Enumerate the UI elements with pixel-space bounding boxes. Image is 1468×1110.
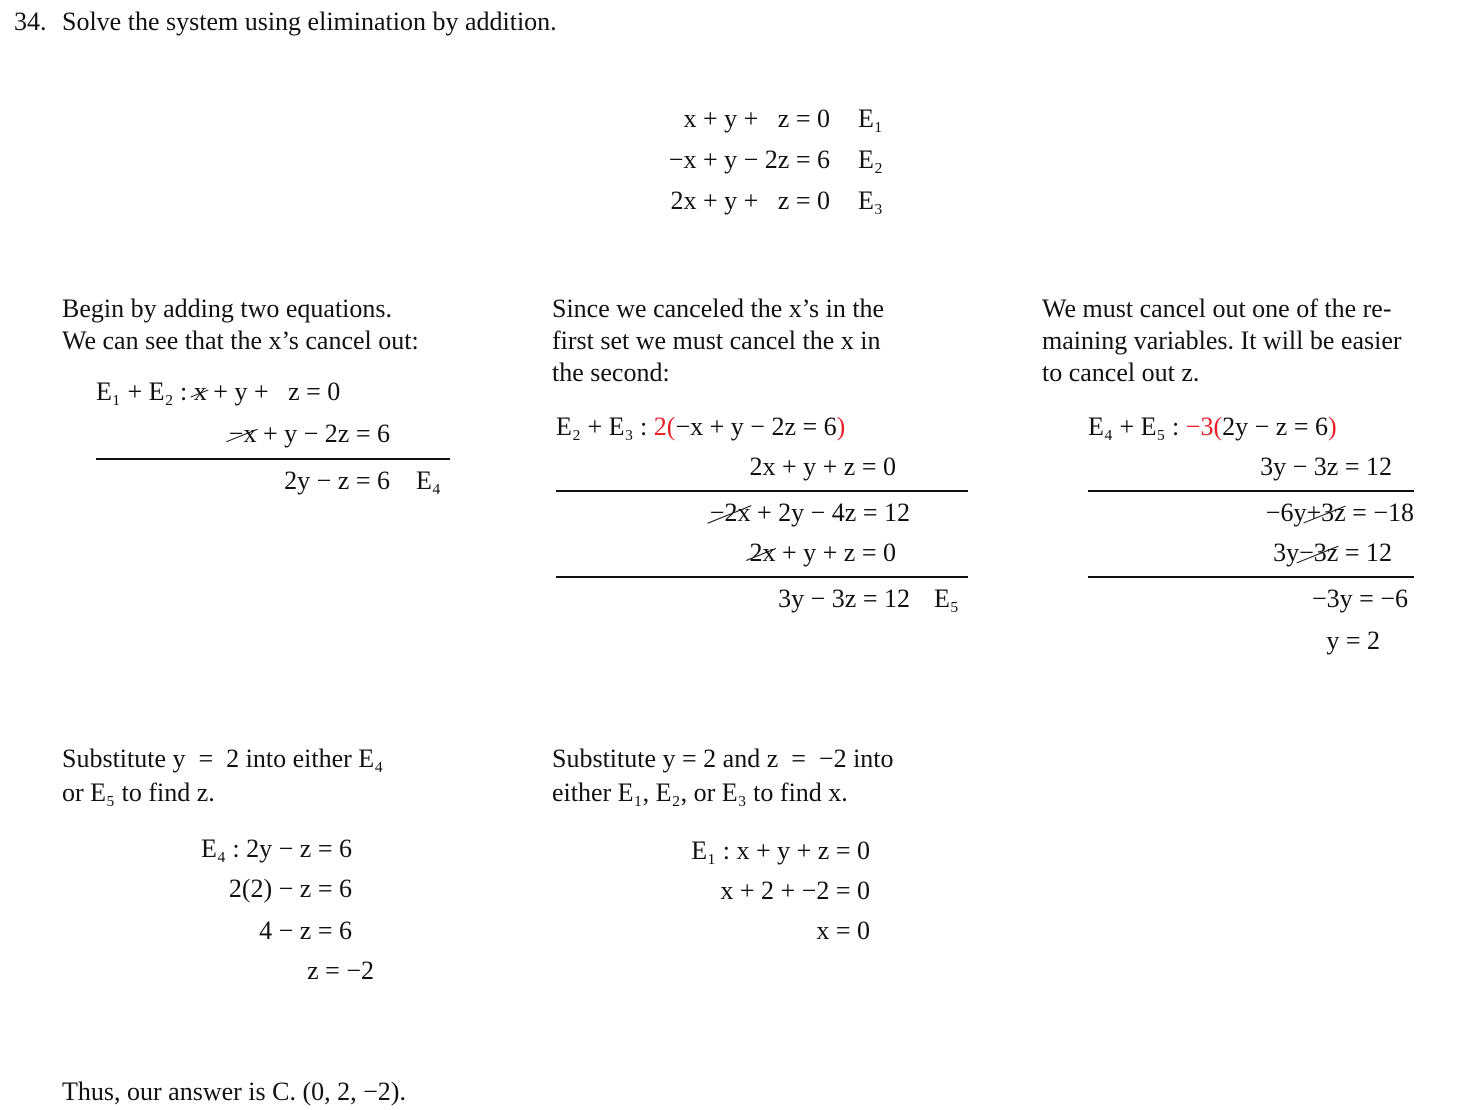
equation-rest: = −18 (1345, 498, 1414, 527)
equation-line (96, 376, 340, 408)
multiplier: −3( (1185, 412, 1223, 441)
equation-prefix: E₄ + E₅ : (1088, 412, 1186, 441)
equation-e1: x + y + z = 0 (683, 104, 830, 133)
sum-rule (556, 490, 968, 492)
equation-e2: −x + y − 2z = 6 (668, 145, 830, 174)
result-equation: 2y − z = 6 (284, 466, 390, 495)
cancelled-term: x (193, 377, 207, 406)
cancelled-term: −3z (1299, 538, 1339, 567)
multiplier-close: ) (836, 412, 846, 441)
solution-y: y = 2 (1326, 626, 1380, 655)
explanation-text: maining variables. It will be easier (1042, 326, 1402, 355)
explanation-text: Since we canceled the x’s in the (552, 294, 885, 323)
multiplier: 2( (653, 412, 676, 441)
equation-line (556, 411, 845, 443)
equation-line: x + 2 + −2 = 0 (720, 876, 870, 905)
result-equation: 3y − 3z = 12 (778, 584, 910, 613)
sum-rule (96, 458, 450, 460)
explanation-text: Substitute y = 2 into either E₄ (62, 744, 384, 773)
equation-line: E₁ : x + y + z = 0 (691, 836, 870, 865)
equation-term: −6y (1265, 498, 1307, 527)
cancelled-term: 2x (749, 538, 776, 567)
equation-label: E₅ (934, 584, 959, 613)
sum-rule (1088, 490, 1414, 492)
equation-line: E₄ : 2y − z = 6 (200, 834, 352, 863)
equation-line: 2(2) − z = 6 (228, 874, 352, 903)
result-equation: −3y = −6 (1312, 584, 1408, 613)
explanation-text: We must cancel out one of the re- (1042, 294, 1392, 323)
equation-rest: + 2y − 4z = 12 (750, 498, 910, 527)
sum-rule (556, 576, 968, 578)
equation-line: 4 − z = 6 (259, 916, 352, 945)
sum-rule (1088, 576, 1414, 578)
explanation-text: either E₁, E₂, or E₃ to find x. (552, 778, 848, 807)
problem-number: 34. (14, 7, 47, 36)
equation-term: 3y (1273, 538, 1300, 567)
equation-rest: + y − 2z = 6 (256, 419, 390, 448)
multiplier-close: ) (1327, 412, 1337, 441)
equation-line (1088, 411, 1337, 443)
cancelled-term: −2x (709, 498, 751, 527)
explanation-text: Begin by adding two equations. (62, 294, 393, 323)
equation-label: E₃ (858, 186, 883, 215)
equation-prefix: E₁ + E₂ : (96, 377, 194, 406)
cancelled-term: +3z (1306, 498, 1346, 527)
equation-line (1266, 497, 1414, 529)
equation-line (749, 537, 896, 569)
explanation-text: to cancel out z. (1042, 358, 1200, 387)
equation-line: 3y − 3z = 12 (1260, 452, 1392, 481)
equation-line (229, 418, 390, 450)
explanation-text: Substitute y = 2 and z = −2 into (552, 744, 894, 773)
solution-z: z = −2 (307, 956, 374, 985)
equation-line (710, 497, 910, 529)
conclusion: Thus, our answer is C. (0, 2, −2). (62, 1077, 406, 1106)
problem-title: Solve the system using elimination by addition. (62, 7, 557, 36)
explanation-text: or E₅ to find z. (62, 778, 215, 807)
cancelled-term: −x (228, 419, 257, 448)
equation-rest: 2y − z = 6 (1222, 412, 1328, 441)
solution-x: x = 0 (816, 916, 870, 945)
equation-line: 2x + y + z = 0 (749, 452, 896, 481)
equation-label: E₁ (858, 104, 883, 133)
equation-prefix: E₂ + E₃ : (556, 412, 654, 441)
equation-label: E₄ (416, 466, 441, 495)
equation-rest: + y + z = 0 (206, 377, 341, 406)
equation-label: E₂ (858, 145, 883, 174)
equation-line (1273, 537, 1392, 569)
equation-rest: = 12 (1338, 538, 1392, 567)
equation-rest: −x + y − 2z = 6 (675, 412, 837, 441)
equation-e3: 2x + y + z = 0 (670, 186, 830, 215)
explanation-text: first set we must cancel the x in (552, 326, 881, 355)
explanation-text: We can see that the x’s cancel out: (62, 326, 419, 355)
equation-rest: + y + z = 0 (775, 538, 896, 567)
explanation-text: the second: (552, 358, 670, 387)
